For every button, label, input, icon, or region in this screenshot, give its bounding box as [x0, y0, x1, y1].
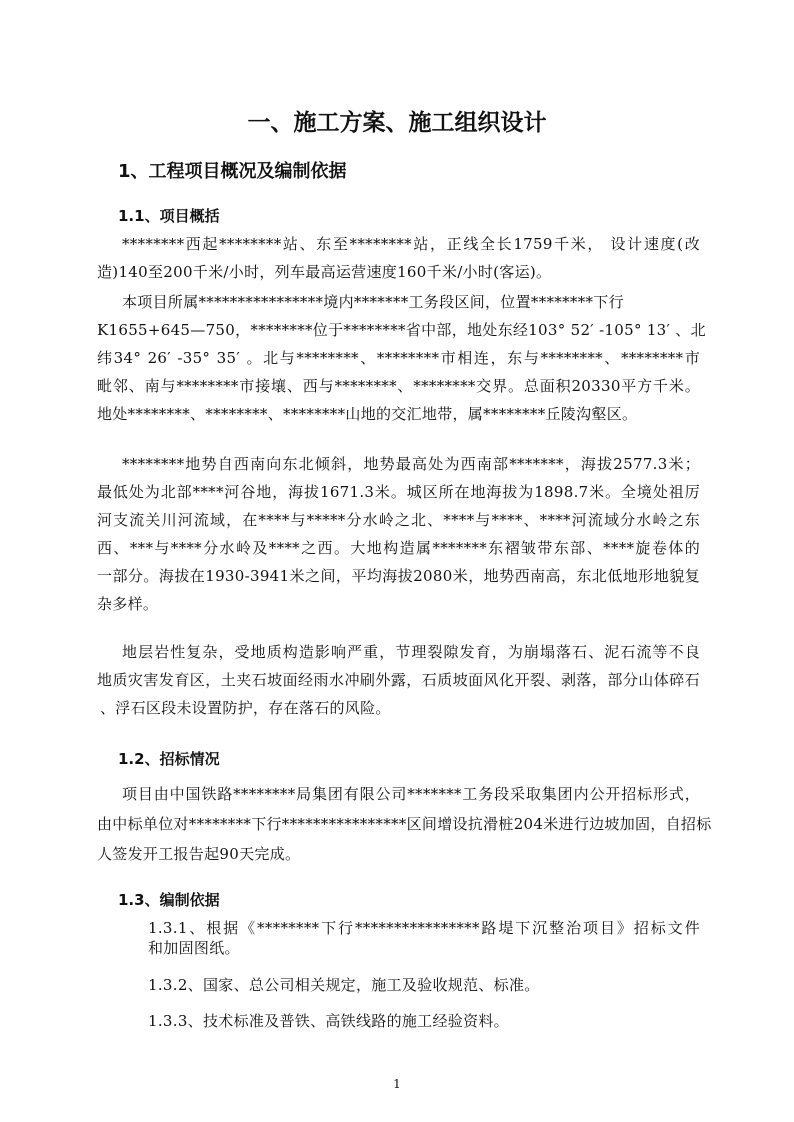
- text-line: 造)140至200千米/小时，列车最高运营速度160千米/小时(客运)。: [97, 263, 552, 281]
- list-item-text: 和加固图纸。: [148, 939, 240, 957]
- text-line: 本项目所属****************境内*******工务段区间，位置********下行: [122, 293, 624, 311]
- text-line: 项目由中国铁路********局集团有限公司*******工务段采取集团内公开招标形式，: [122, 785, 700, 803]
- text-line: 、浮石区段未设置防护，存在落石的风险。: [100, 699, 391, 717]
- text-line: 杂多样。: [97, 595, 159, 613]
- text-line: 由中标单位对********下行****************区间增设抗滑桩204米进行边坡加固，自招标: [97, 815, 712, 833]
- text-line: 地处********、********、********山地的交汇地带，属********丘陵沟壑区。: [97, 405, 638, 423]
- section-heading: 1、工程项目概况及编制依据: [118, 161, 347, 182]
- list-item-text: 1.3.1、根据《********下行****************路堤下沉整治项目》招标文件: [148, 919, 700, 937]
- text-line: K1655+645—750，********位于********省中部，地处东经103° 52′ -105° 13′ 、北: [97, 321, 706, 339]
- subsection-heading-1-2: 1.2、招标情况: [118, 750, 220, 768]
- text-line: 一部分。海拔在1930-3941米之间，平均海拔2080米，地势西南高，东北低地形地貌复: [97, 567, 700, 585]
- text-line: 地质灾害发育区，土夹石坡面经雨水冲刷外露，石质坡面风化开裂、剥落，部分山体碎石: [97, 671, 700, 689]
- text-line: 河支流关川河流域，在****与*****分水岭之北、****与****、****河流域分水岭之东: [97, 511, 700, 529]
- list-item-text: 1.3.2、国家、总公司相关规定，施工及验收规范、标准。: [148, 976, 540, 994]
- text-line: ********西起********站、东至********站，正线全长1759千米， 设计速度(改: [122, 235, 700, 253]
- text-line: 毗邻、南与********市接壤、西与********、********交界。总面积20330平方千米。: [97, 377, 700, 395]
- subsection-heading-1-1: 1.1、项目概括: [118, 207, 220, 225]
- list-item-text: 1.3.3、技术标准及普铁、高铁线路的施工经验资料。: [148, 1012, 509, 1030]
- subsection-heading-1-3: 1.3、编制依据: [118, 891, 220, 909]
- text-line: ********地势自西南向东北倾斜，地势最高处为西南部*******，海拔2577.3米；: [122, 455, 700, 473]
- page-number: 1: [393, 1077, 401, 1091]
- text-line: 西、***与****分水岭及****之西。大地构造属*******东褶皱带东部、****旋卷体的: [97, 539, 700, 557]
- text-line: 纬34° 26′ -35° 35′ 。北与********、********市相连，东与********、********市: [97, 349, 700, 367]
- text-line: 人签发开工报告起90天完成。: [97, 845, 301, 863]
- text-line: 地层岩性复杂，受地质构造影响严重，节理裂隙发育，为崩塌落石、泥石流等不良: [122, 643, 700, 661]
- document-title: 一、施工方案、施工组织设计: [247, 110, 547, 136]
- text-line: 最低处为北部****河谷地，海拔1671.3米。城区所在地海拔为1898.7米。全境处祖厉: [97, 483, 700, 501]
